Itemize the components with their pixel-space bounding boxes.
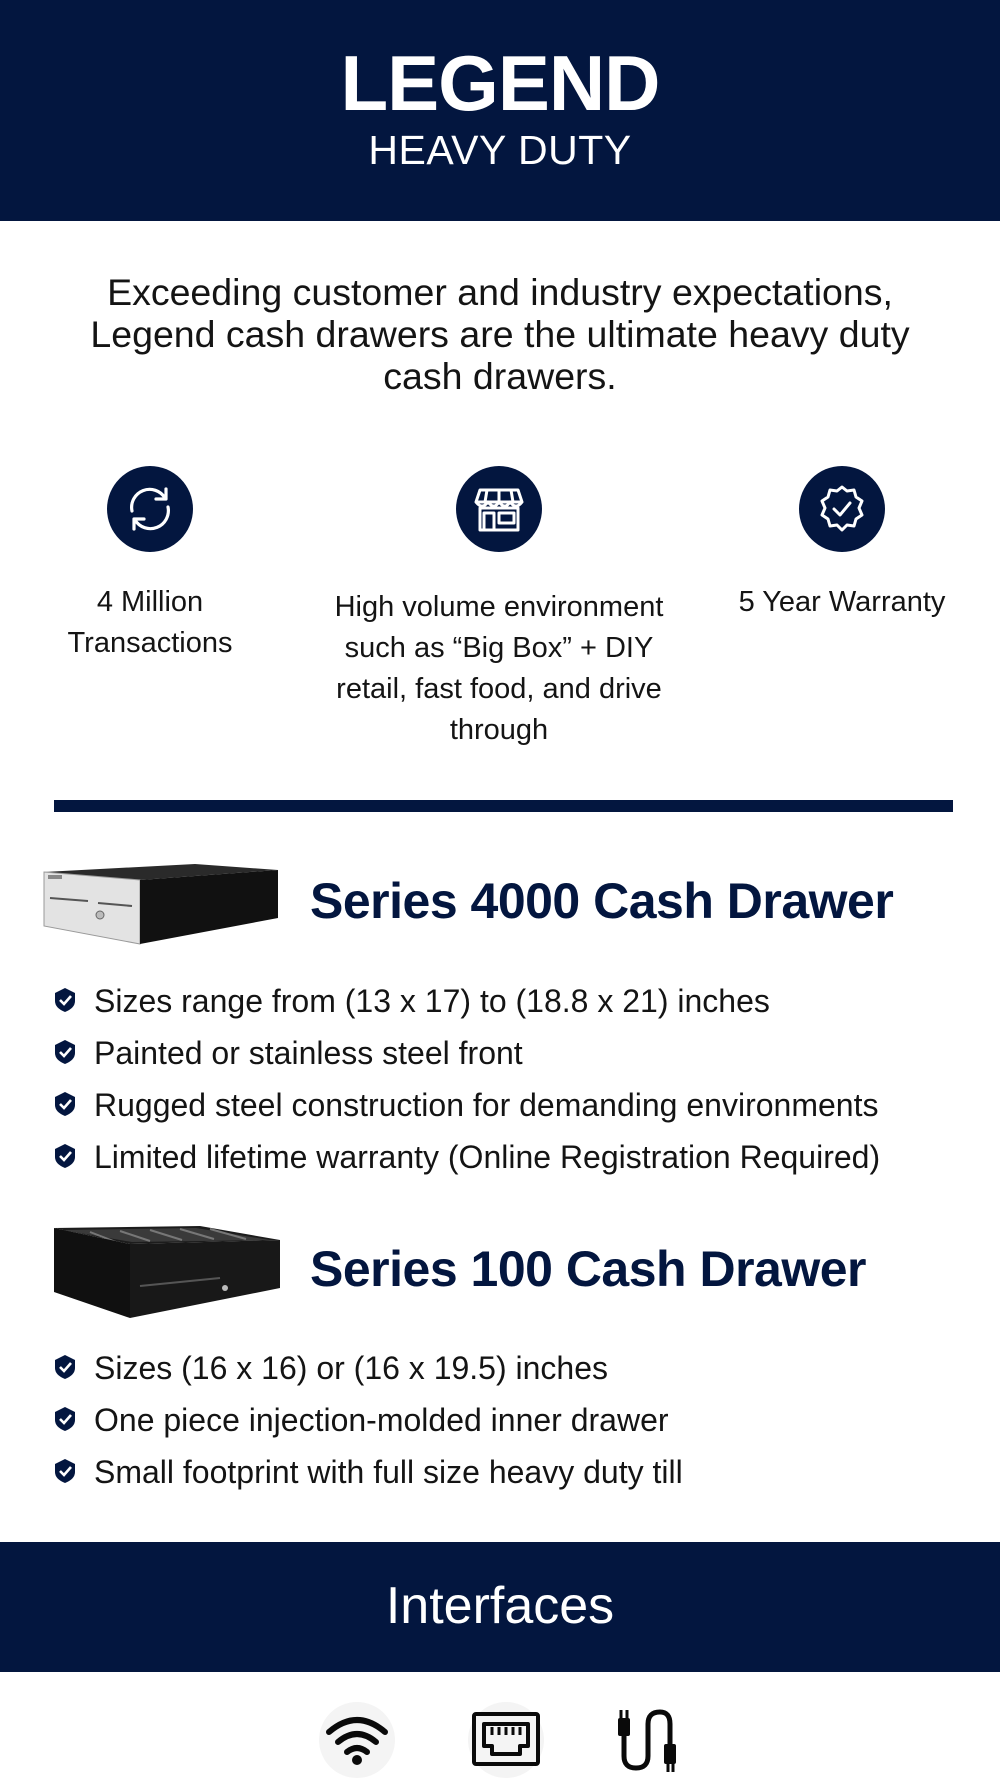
series-100-title: Series 100 Cash Drawer: [310, 1241, 867, 1297]
section-divider: [54, 800, 953, 812]
list-item: [52, 1079, 880, 1131]
series-100-features: [52, 1342, 683, 1498]
list-item: [52, 1131, 880, 1183]
verified-badge-icon: [799, 466, 885, 552]
bullet-text: Small footprint with full size heavy duty till: [94, 1454, 683, 1490]
feature-environment: [316, 466, 682, 751]
wifi-icon: [317, 1700, 397, 1785]
usb-cable-icon: [608, 1700, 688, 1785]
list-item: [52, 1342, 683, 1394]
feature-text: High volume environment such as “Big Box” + DIY retail, fast food, and drive through: [334, 591, 664, 746]
series-4000-title: Series 4000 Cash Drawer: [310, 873, 894, 929]
interfaces-banner: [0, 1542, 1000, 1672]
interfaces-title: Interfaces: [385, 1577, 615, 1635]
bullet-text: One piece injection-molded inner drawer: [94, 1402, 669, 1438]
series-100-drawer-image: [50, 1222, 285, 1327]
bullet-text: Sizes (16 x 16) or (16 x 19.5) inches: [94, 1350, 609, 1386]
check-badge-icon: [52, 1458, 78, 1484]
intro-text: Exceeding customer and industry expectations, Legend cash drawers are the ultimate heavy duty cash drawers.: [90, 271, 910, 397]
storefront-icon: [456, 466, 542, 552]
bullet-text: Painted or stainless steel front: [94, 1035, 523, 1071]
feature-warranty: [732, 466, 952, 623]
list-item: [52, 975, 880, 1027]
series-4000-features: [52, 975, 880, 1183]
bullet-text: Rugged steel construction for demanding environments: [94, 1087, 879, 1123]
brand-subtitle: HEAVY DUTY: [368, 127, 632, 173]
check-badge-icon: [52, 1039, 78, 1065]
check-badge-icon: [52, 1091, 78, 1117]
check-badge-icon: [52, 1406, 78, 1432]
ethernet-port-icon: [466, 1700, 546, 1785]
feature-text: 5 Year Warranty: [738, 586, 946, 618]
check-badge-icon: [52, 987, 78, 1013]
check-badge-icon: [52, 1354, 78, 1380]
refresh-cycle-icon: [107, 466, 193, 552]
feature-transactions: [40, 466, 260, 664]
bullet-text: Sizes range from (13 x 17) to (18.8 x 21) inches: [94, 983, 770, 1019]
list-item: [52, 1446, 683, 1498]
bullet-text: Limited lifetime warranty (Online Registration Required): [94, 1139, 881, 1175]
brand-title: LEGEND: [340, 39, 660, 127]
feature-text: 4 Million Transactions: [67, 586, 233, 659]
list-item: [52, 1394, 683, 1446]
check-badge-icon: [52, 1143, 78, 1169]
page-header: [0, 0, 1000, 221]
list-item: [52, 1027, 880, 1079]
series-4000-drawer-image: [40, 858, 285, 953]
